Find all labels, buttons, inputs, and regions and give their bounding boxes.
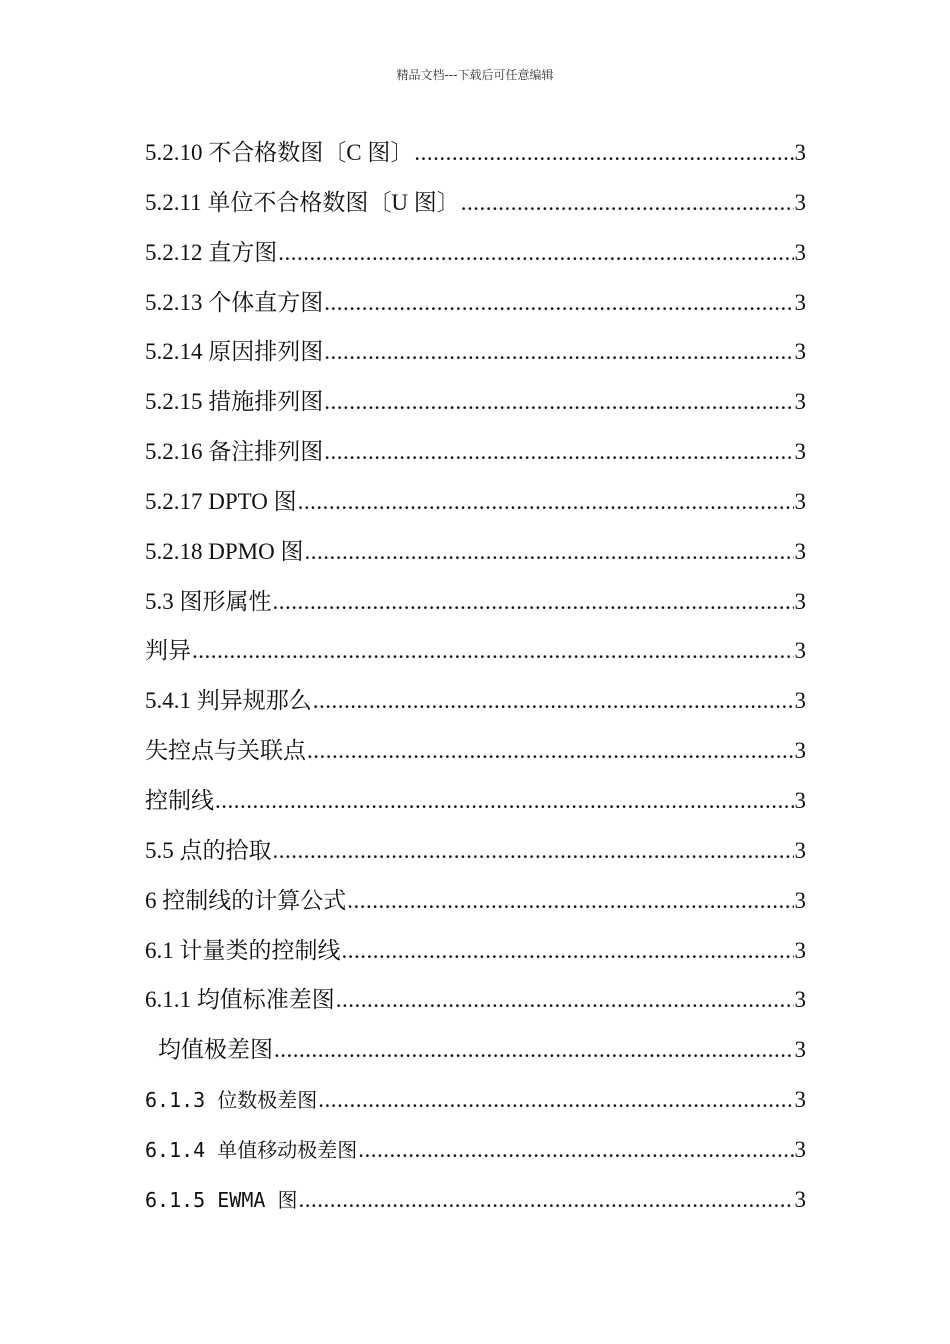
- toc-entry-page: 3: [794, 488, 806, 514]
- toc-entry-title: 5.4.1 判异规那么: [145, 688, 312, 714]
- toc-entry-title: 6 控制线的计算公式: [145, 887, 347, 913]
- toc-entry[interactable]: [145, 228, 806, 278]
- toc-entry-title: 6.1.3 位数极差图: [145, 1088, 318, 1113]
- toc-dot-leader: [215, 776, 794, 826]
- toc-entry[interactable]: [145, 1025, 806, 1075]
- toc-entry-page: 3: [794, 787, 806, 813]
- toc-dot-leader: [347, 876, 793, 926]
- toc-entry-page: 3: [794, 937, 806, 963]
- toc-entry-title: 5.2.12 直方图: [145, 239, 278, 265]
- toc-entry-page: 3: [794, 837, 806, 863]
- toc-dot-leader: [274, 1025, 794, 1075]
- toc-dot-leader: [273, 826, 794, 876]
- toc-dot-leader: [304, 527, 793, 577]
- toc-entry-page: 3: [794, 239, 806, 265]
- toc-entry[interactable]: [145, 527, 806, 577]
- toc-dot-leader: [273, 577, 794, 627]
- toc-dot-leader: [298, 1175, 793, 1225]
- toc-dot-leader: [414, 128, 793, 178]
- toc-dot-leader: [307, 726, 794, 776]
- toc-entry-page: 3: [794, 887, 806, 913]
- toc-entry[interactable]: [145, 327, 806, 377]
- toc-entry[interactable]: [145, 1175, 806, 1225]
- toc-dot-leader: [324, 377, 793, 427]
- toc-dot-leader: [298, 477, 794, 527]
- toc-entry[interactable]: [145, 826, 806, 876]
- toc-entry[interactable]: [145, 975, 806, 1025]
- toc-entry-page: 3: [794, 289, 806, 315]
- toc-entry-page: 3: [794, 339, 806, 365]
- toc-entry-title: 6.1.5 EWMA 图: [145, 1187, 298, 1212]
- toc-entry[interactable]: [145, 278, 806, 328]
- toc-entry[interactable]: [145, 577, 806, 627]
- page-header: 精品文档---下载后可任意编辑: [396, 68, 554, 82]
- toc-entry-title: 5.3 图形属性: [145, 588, 272, 614]
- toc-entry[interactable]: [145, 477, 806, 527]
- toc-entry[interactable]: [145, 1075, 806, 1125]
- toc-dot-leader: [336, 975, 794, 1025]
- toc-entry[interactable]: [145, 1125, 806, 1175]
- toc-entry-title: 5.5 点的拾取: [145, 837, 272, 863]
- toc-dot-leader: [278, 228, 793, 278]
- toc-dot-leader: [324, 327, 793, 377]
- toc-entry-page: 3: [794, 538, 806, 564]
- toc-entry-title: 5.2.16 备注排列图: [145, 439, 324, 465]
- toc-entry[interactable]: [145, 776, 806, 826]
- toc-dot-leader: [324, 427, 793, 477]
- toc-dot-leader: [318, 1075, 793, 1125]
- toc-entry-page: 3: [794, 1136, 806, 1162]
- toc-entry-page: 3: [794, 439, 806, 465]
- toc-entry-title: 6.1 计量类的控制线: [145, 937, 341, 963]
- toc-entry-title: 5.2.18 DPMO 图: [145, 538, 304, 564]
- toc-entry-page: 3: [794, 1037, 806, 1063]
- toc-entry-page: 3: [794, 738, 806, 764]
- toc-entry[interactable]: [145, 626, 806, 676]
- toc-dot-leader: [358, 1125, 793, 1175]
- toc-entry-page: 3: [794, 588, 806, 614]
- toc-entry-title: 5.2.13 个体直方图: [145, 289, 324, 315]
- toc-dot-leader: [313, 676, 794, 726]
- toc-entry-page: 3: [794, 688, 806, 714]
- toc-entry[interactable]: [145, 128, 806, 178]
- toc-entry[interactable]: [145, 926, 806, 976]
- toc-entry[interactable]: [145, 427, 806, 477]
- toc-dot-leader: [461, 178, 794, 228]
- toc-entry-page: 3: [794, 389, 806, 415]
- toc-entry-page: 3: [794, 140, 806, 165]
- table-of-contents: [145, 128, 806, 1225]
- toc-entry-page: 3: [794, 638, 806, 664]
- toc-entry-page: 3: [794, 987, 806, 1013]
- toc-entry-title: 均值极差图: [158, 1037, 273, 1063]
- toc-entry-title: 5.2.14 原因排列图: [145, 339, 324, 365]
- toc-entry-page: 3: [794, 1087, 806, 1113]
- toc-entry-title: 5.2.15 措施排列图: [145, 389, 324, 415]
- toc-entry-page: 3: [794, 189, 806, 215]
- toc-entry[interactable]: [145, 876, 806, 926]
- toc-entry-title: 控制线: [145, 787, 214, 813]
- toc-entry[interactable]: [145, 726, 806, 776]
- toc-entry-title: 5.2.10 不合格数图〔C 图〕: [145, 140, 414, 165]
- toc-entry-title: 5.2.11 单位不合格数图〔U 图〕: [145, 189, 460, 215]
- toc-entry-title: 5.2.17 DPTO 图: [145, 488, 297, 514]
- toc-entry[interactable]: [145, 377, 806, 427]
- toc-entry-title: 失控点与关联点: [145, 738, 306, 764]
- toc-entry-title: 6.1.4 单值移动极差图: [145, 1137, 358, 1162]
- toc-dot-leader: [192, 626, 794, 676]
- toc-entry[interactable]: [145, 178, 806, 228]
- toc-dot-leader: [324, 278, 793, 328]
- toc-entry[interactable]: [145, 676, 806, 726]
- toc-entry-page: 3: [794, 1186, 806, 1212]
- toc-entry-title: 判异: [145, 638, 191, 664]
- toc-entry-title: 6.1.1 均值标准差图: [145, 987, 335, 1013]
- toc-dot-leader: [342, 926, 794, 976]
